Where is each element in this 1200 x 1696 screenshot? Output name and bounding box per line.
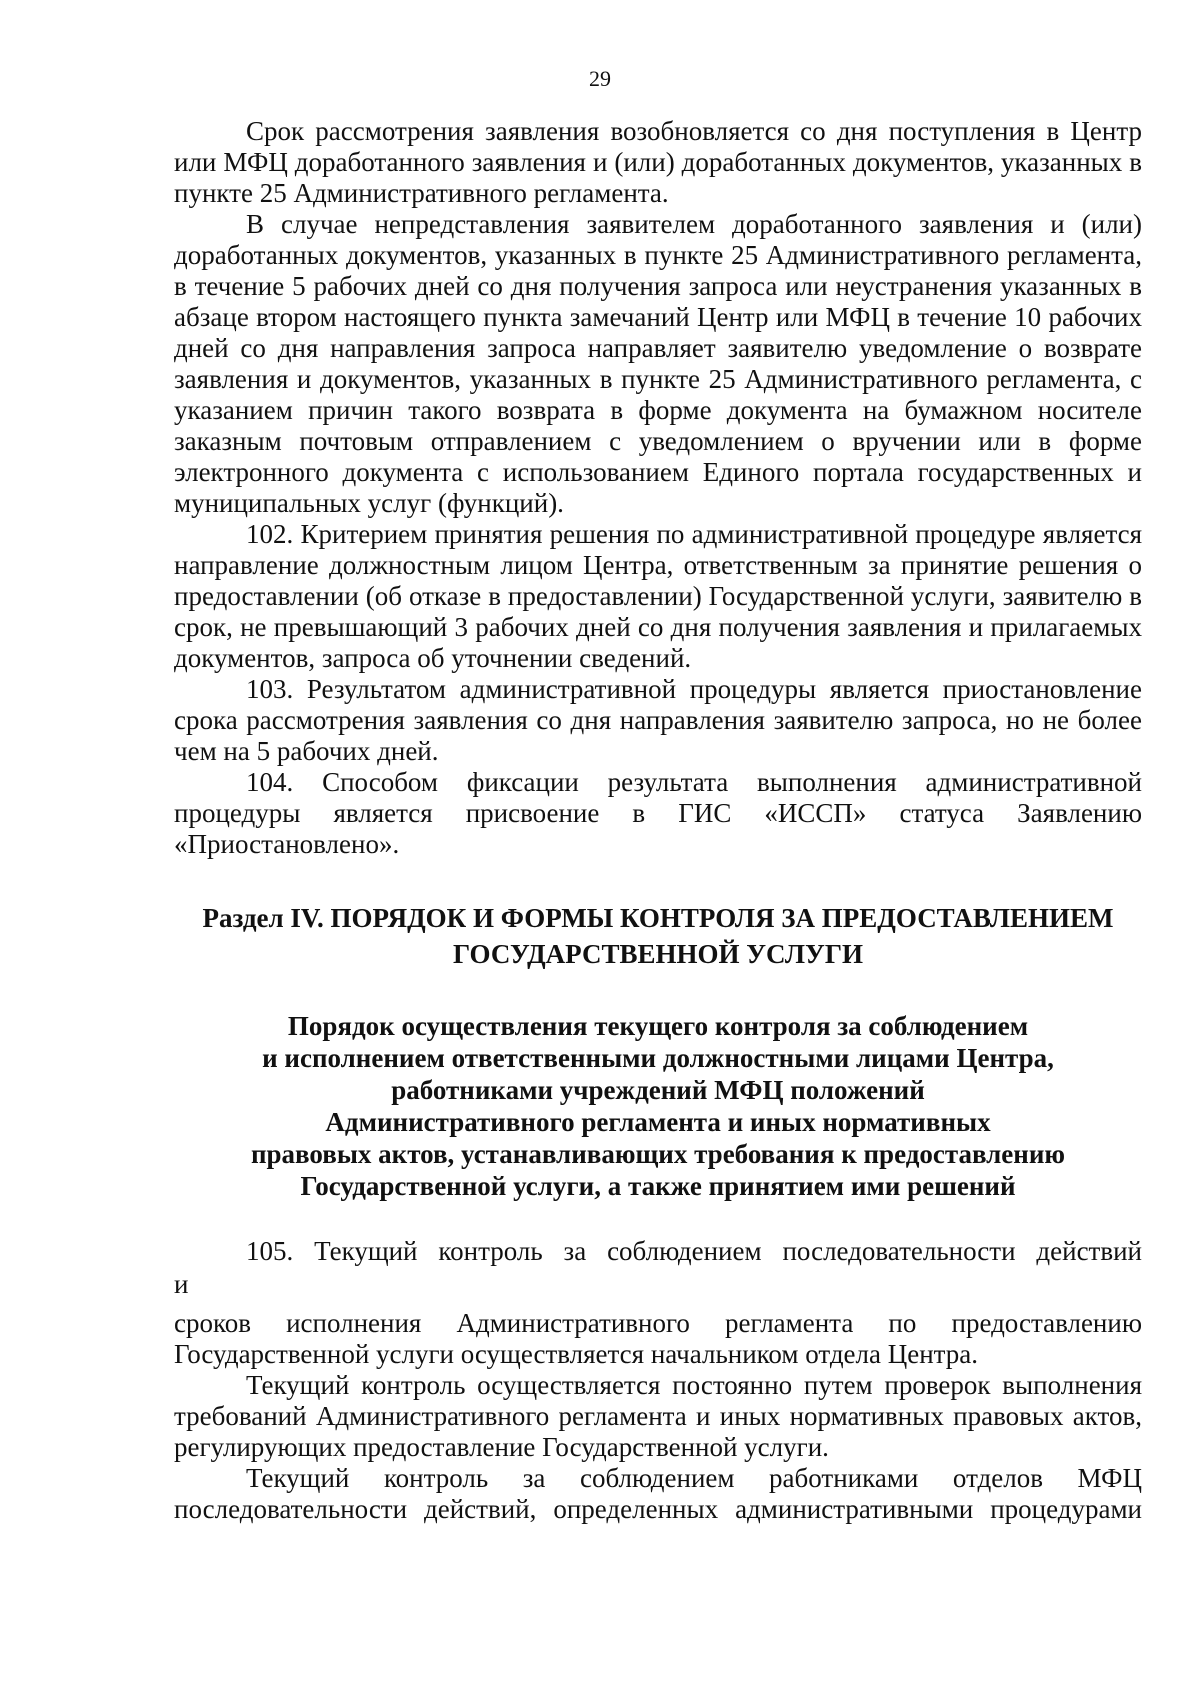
paragraph-non-submission: В случае непредставления заявителем доработанного заявления и (или) доработанных документов, указанных в пункте 25 Административного регламента, в течение 5 рабочих дней со дня получения запроса или неустранения указанных в абзаце втором настоящего пункта замечаний Центр или МФЦ в течение 10 рабочих дней со дня направления запроса направляет заявителю уведомление о возврате заявления и документов, указанных в пункте 25 Административного регламента, с указанием причин такого возврата в форме документа на бумажном носителе заказным почтовым отправлением с уведомлением о вручении или в форме электронного документа с использованием Единого портала государственных и муниципальных услуг (функций). [174, 209, 1142, 518]
section-heading-line-1: Раздел IV. ПОРЯДОК И ФОРМЫ КОНТРОЛЯ ЗА ПРЕДОСТАВЛЕНИЕМ [202, 903, 1114, 933]
subheading-line-6: Государственной услуги, а также принятием ими решений [300, 1171, 1016, 1201]
paragraph-105-continuation: сроков исполнения Административного регламента по предоставлению Государственной услуги осуществляется начальником отдела Центра. [174, 1308, 1142, 1369]
paragraph-105-first-line: 105. Текущий контроль за соблюдением последовательности действий [246, 1236, 1142, 1266]
subheading-line-4: Административного регламента и иных нормативных [325, 1107, 991, 1137]
paragraph-102: 102. Критерием принятия решения по административной процедуре является направление должностным лицом Центра, ответственным за принятие решения о предоставлении (об отказе в предоставлении) Государственной услуги, заявителю в срок, не превышающий 3 рабочих дней со дня получения заявления и прилагаемых документов, запроса об уточнении сведений. [174, 519, 1142, 673]
section-heading-line-2: ГОСУДАРСТВЕННОЙ УСЛУГИ [453, 939, 863, 969]
paragraph-mfc-control: Текущий контроль за соблюдением работниками отделов МФЦ последовательности действий, определенных административными процедурами [174, 1463, 1142, 1524]
paragraph-current-control: Текущий контроль осуществляется постоянно путем проверок выполнения требований Административного регламента и иных нормативных правовых актов, регулирующих предоставление Государственной услуги. [174, 1370, 1142, 1462]
subheading-line-3: работниками учреждений МФЦ положений [391, 1075, 925, 1105]
subheading-line-2: и исполнением ответственными должностными лицами Центра, [262, 1043, 1054, 1073]
paragraph-104: 104. Способом фиксации результата выполнения административной процедуры является присвоение в ГИС «ИССП» статуса Заявлению «Приостановлено». [174, 767, 1142, 859]
subheading-line-5: правовых актов, устанавливающих требования к предоставлению [250, 1139, 1066, 1169]
document-body [174, 116, 1142, 1525]
paragraph-105-lone-letter: и [174, 1269, 189, 1299]
paragraph-103: 103. Результатом административной процедуры является приостановление срока рассмотрения заявления со дня направления заявителю запроса, но не более чем на 5 рабочих дней. [174, 674, 1142, 766]
section-heading [174, 900, 1142, 972]
subheading-line-1: Порядок осуществления текущего контроля за соблюдением [287, 1011, 1029, 1041]
paragraph-resumption: Срок рассмотрения заявления возобновляется со дня поступления в Центр или МФЦ доработанного заявления и (или) доработанных документов, указанных в пункте 25 Административного регламента. [174, 116, 1142, 208]
page-number: 29 [589, 66, 611, 91]
subheading [174, 1010, 1142, 1202]
